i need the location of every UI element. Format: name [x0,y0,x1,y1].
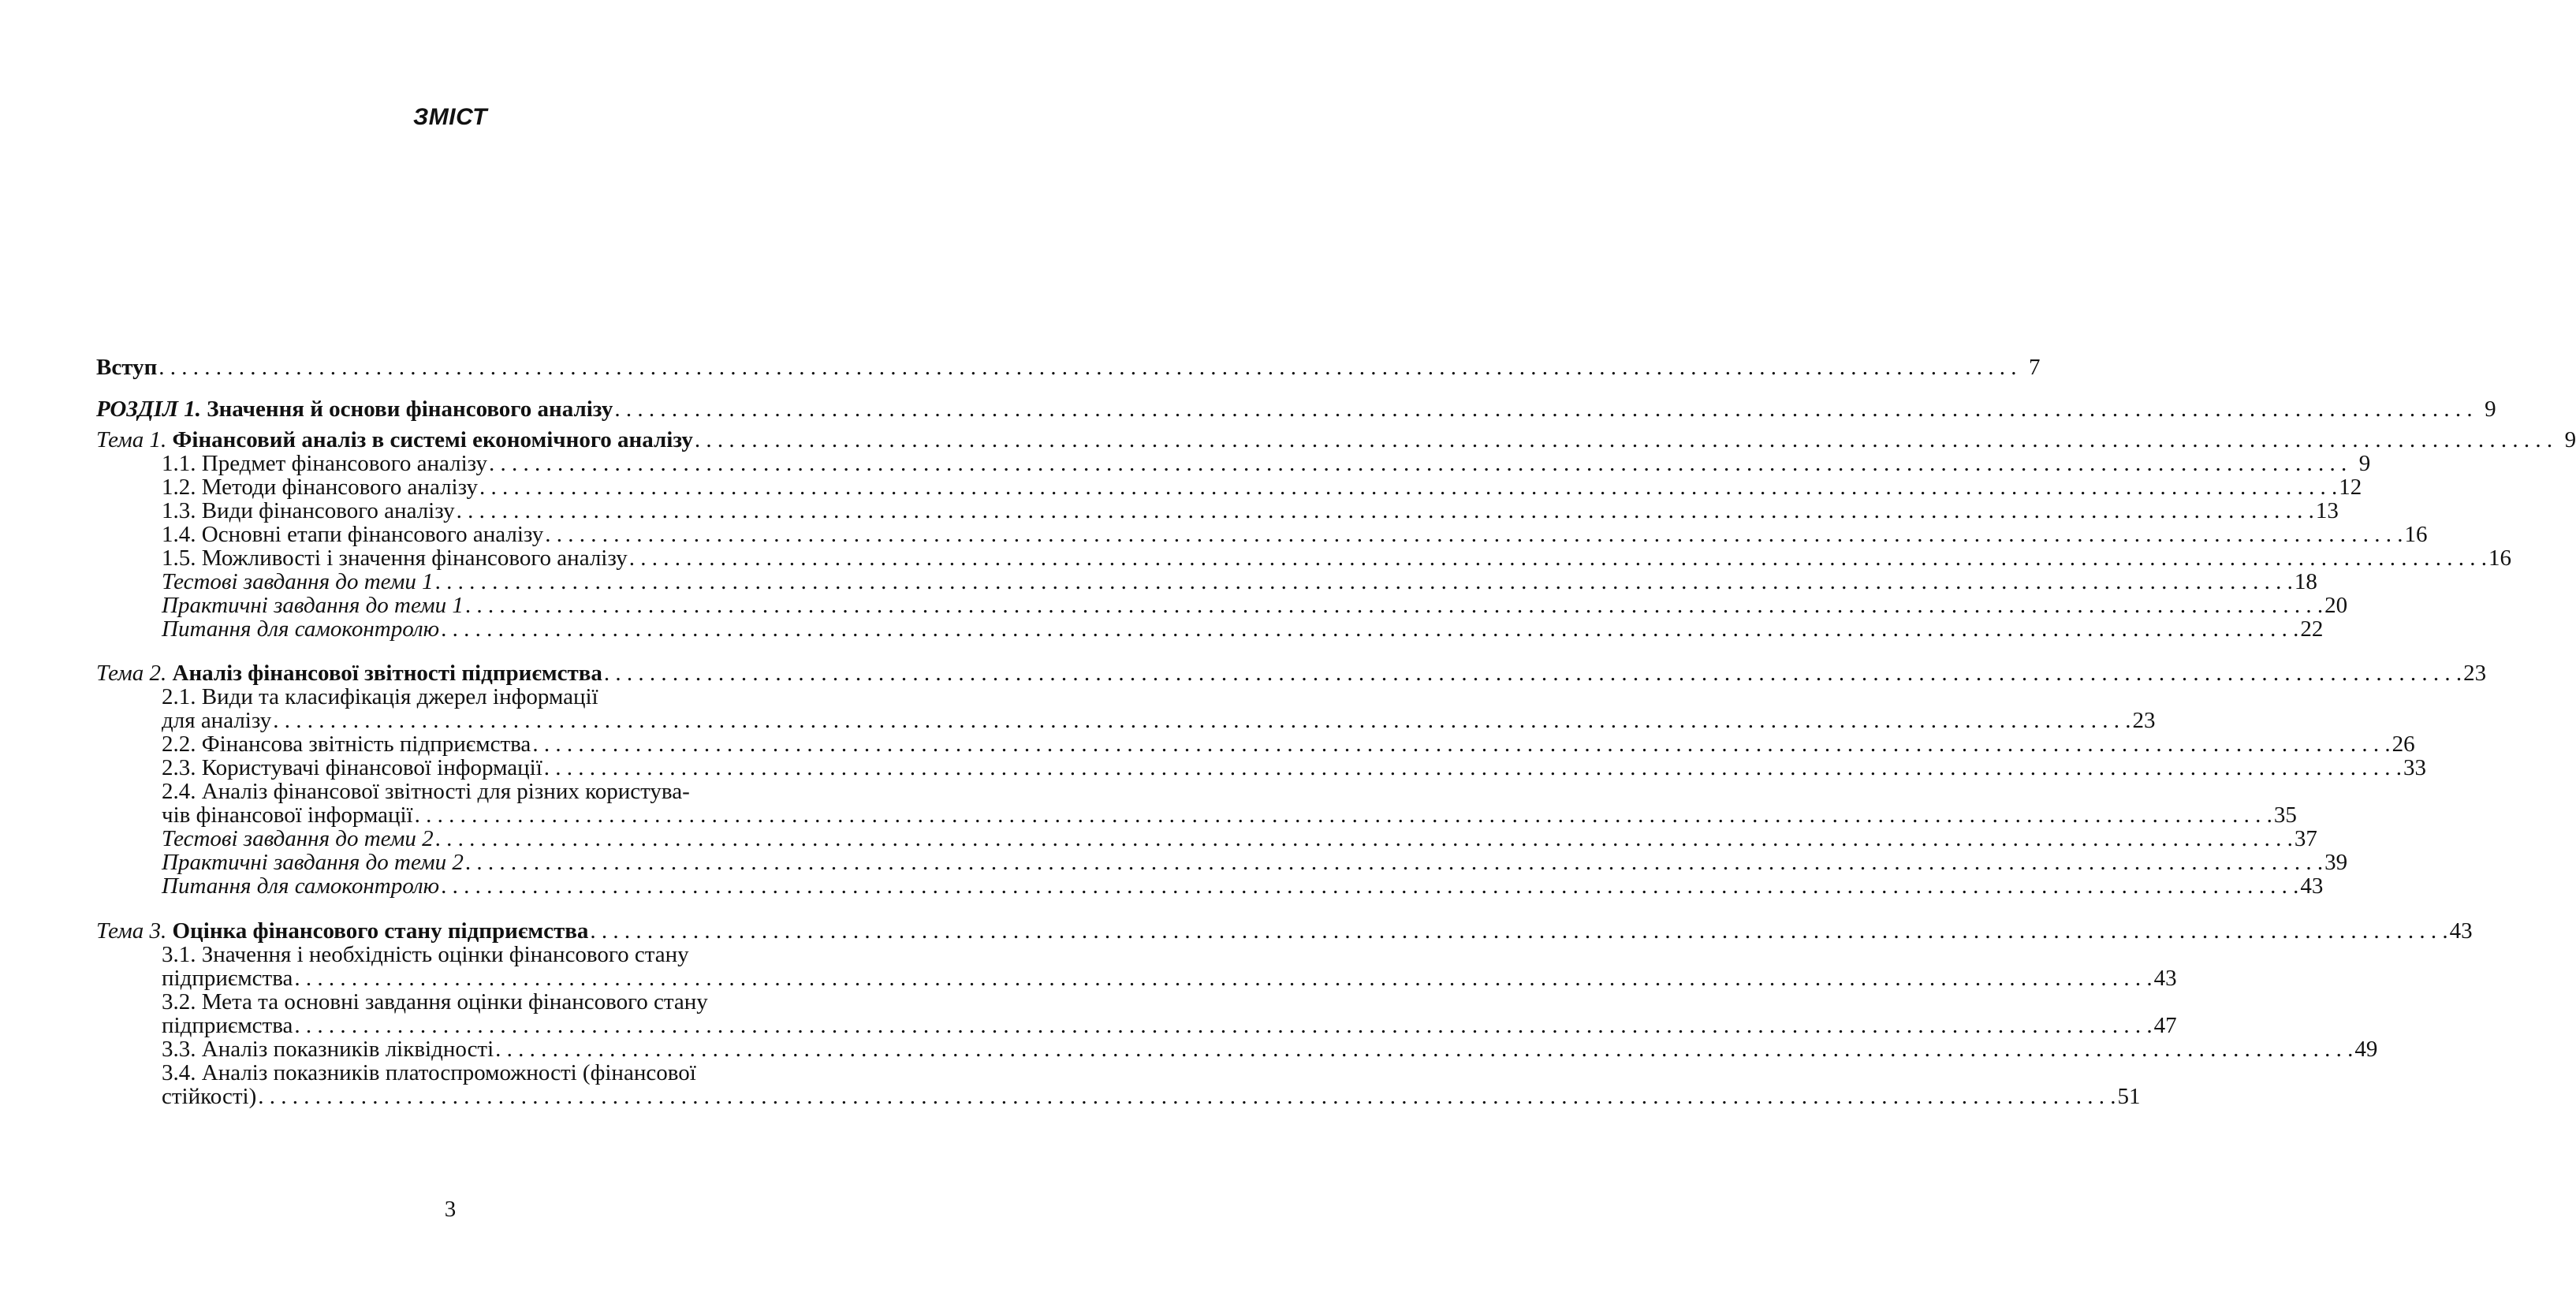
toc-entry-intro[interactable] [96,355,2041,380]
toc-page-number: 12 [2339,475,2362,500]
dot-leader [604,661,2462,686]
toc-entry-title: Питання для самоконтролю [162,873,440,899]
toc-entry-title: Фінансовий аналіз в системі економічного аналізу [172,427,693,452]
dot-leader [695,427,2552,452]
dot-leader [415,802,2272,828]
toc-entry-tests-2[interactable] [162,826,2317,851]
toc-entry-questions-1[interactable] [162,616,2324,642]
toc-page-number: 13 [2315,498,2339,523]
toc-entry-title: 1.2. Методи фінансового аналізу [162,475,478,500]
dot-leader [435,569,2293,594]
toc-entry-2-1-line1: 2.1. Види та класифікація джерел інформації [162,684,598,709]
toc-entry-title: для аналізу [162,708,272,733]
dot-leader [441,616,2298,642]
toc-entry-3-3[interactable] [162,1037,2378,1062]
toc-page-number: 47 [2153,1013,2177,1038]
toc-entry-topic-3[interactable] [96,918,2473,944]
toc-page-number: 26 [2391,732,2415,757]
toc-entry-title: Аналіз фінансової звітності підприємства [172,661,602,686]
toc-entry-1-1[interactable] [162,451,2371,476]
toc-entry-title: чів фінансової інформації [162,802,413,828]
dot-leader [441,873,2298,899]
toc-entry-title: 2.2. Фінансова звітність підприємства [162,732,531,757]
toc-entry-title: 1.4. Основні етапи фінансового аналізу [162,522,544,547]
toc-page-number: 33 [2403,755,2427,780]
toc-entry-title: стійкості) [162,1084,257,1109]
dot-leader [545,522,2403,547]
dot-leader [590,918,2447,944]
dot-leader [465,850,2323,875]
dot-leader [457,498,2314,523]
toc-page-number: 23 [2463,661,2487,686]
toc-entry-tests-1[interactable] [162,569,2317,594]
toc-entry-prefix: Тема 1. [96,427,167,452]
dot-leader [273,708,2131,733]
page-number: 3 [444,1197,457,1222]
page-title: ЗМІСТ [413,104,487,130]
toc-entry-3-4[interactable] [162,1084,2141,1109]
table-of-contents [96,0,2576,1303]
dot-leader [544,755,2402,780]
toc-entry-title: Вступ [96,355,158,380]
dot-leader [465,593,2323,618]
toc-entry-title: підприємства [162,1013,293,1038]
toc-entry-title: 1.3. Види фінансового аналізу [162,498,455,523]
toc-entry-practice-2[interactable] [162,850,2348,875]
toc-entry-section-1[interactable] [96,396,2496,422]
toc-entry-title: 1.1. Предмет фінансового аналізу [162,451,488,476]
dot-leader [158,355,2016,380]
toc-page-number: 35 [2273,802,2297,828]
dot-leader [495,1037,2353,1062]
toc-entry-prefix: Тема 3. [96,918,167,944]
dot-leader [489,451,2347,476]
toc-entry-title: Питання для самоконтролю [162,616,440,642]
toc-entry-practice-1[interactable] [162,593,2348,618]
toc-entry-2-1[interactable] [162,708,2156,733]
toc-entry-prefix: РОЗДІЛ 1. [96,396,202,422]
toc-entry-title: підприємства [162,966,293,991]
toc-page-number: 16 [2488,545,2511,571]
toc-entry-title: Тестові завдання до теми 2 [162,826,434,851]
toc-page-number: 43 [2449,918,2473,944]
toc-page-number: 16 [2404,522,2428,547]
toc-entry-title: Оцінка фінансового стану підприємства [172,918,589,944]
toc-page-number: 43 [2153,966,2177,991]
dot-leader [532,732,2390,757]
toc-entry-3-1[interactable] [162,966,2177,991]
toc-entry-title: Практичні завдання до теми 2 [162,850,464,875]
toc-entry-3-1-line1: 3.1. Значення і необхідність оцінки фінансового стану [162,942,689,967]
toc-entry-1-4[interactable] [162,522,2428,547]
toc-entry-title: Значення й основи фінансового аналізу [207,396,613,422]
dot-leader [479,475,2337,500]
toc-entry-2-4-line1: 2.4. Аналіз фінансової звітності для різних користува- [162,779,690,804]
toc-page-number: 37 [2294,826,2317,851]
toc-entry-2-2[interactable] [162,732,2415,757]
toc-page-number: 43 [2300,873,2324,899]
toc-page-number: 22 [2300,616,2324,642]
toc-entry-2-3[interactable] [162,755,2427,780]
toc-page-number: 23 [2132,708,2156,733]
toc-entry-title: 1.5. Можливості і значення фінансового аналізу [162,545,628,571]
toc-page-number: 9 [2564,427,2576,452]
toc-page-number: 18 [2294,569,2317,594]
toc-page-number: 7 [2029,355,2041,380]
toc-page-number: 20 [2324,593,2348,618]
toc-entry-1-3[interactable] [162,498,2339,523]
toc-entry-title: Практичні завдання до теми 1 [162,593,464,618]
dot-leader [629,545,2487,571]
toc-entry-2-4[interactable] [162,802,2297,828]
toc-page-number: 9 [2358,451,2371,476]
toc-entry-title: Тестові завдання до теми 1 [162,569,434,594]
toc-entry-3-2-line1: 3.2. Мета та основні завдання оцінки фінансового стану [162,989,708,1014]
toc-entry-prefix: Тема 2. [96,661,167,686]
toc-entry-3-4-line1: 3.4. Аналіз показників платоспроможності (фінансової [162,1060,696,1085]
toc-entry-1-5[interactable] [162,545,2511,571]
toc-entry-3-2[interactable] [162,1013,2177,1038]
toc-entry-title: 2.3. Користувачі фінансової інформації [162,755,542,780]
dot-leader [435,826,2293,851]
toc-entry-title: 3.3. Аналіз показників ліквідності [162,1037,494,1062]
toc-entry-topic-1[interactable] [96,427,2576,452]
toc-page-number: 9 [2485,396,2496,422]
toc-entry-1-2[interactable] [162,475,2362,500]
toc-entry-topic-2[interactable] [96,661,2487,686]
toc-page-number: 49 [2354,1037,2378,1062]
toc-page-number: 51 [2117,1084,2141,1109]
dot-leader [294,1013,2152,1038]
toc-page-number: 39 [2324,850,2348,875]
toc-entry-questions-2[interactable] [162,873,2324,899]
dot-leader [294,966,2152,991]
dot-leader [258,1084,2116,1109]
dot-leader [614,396,2472,422]
